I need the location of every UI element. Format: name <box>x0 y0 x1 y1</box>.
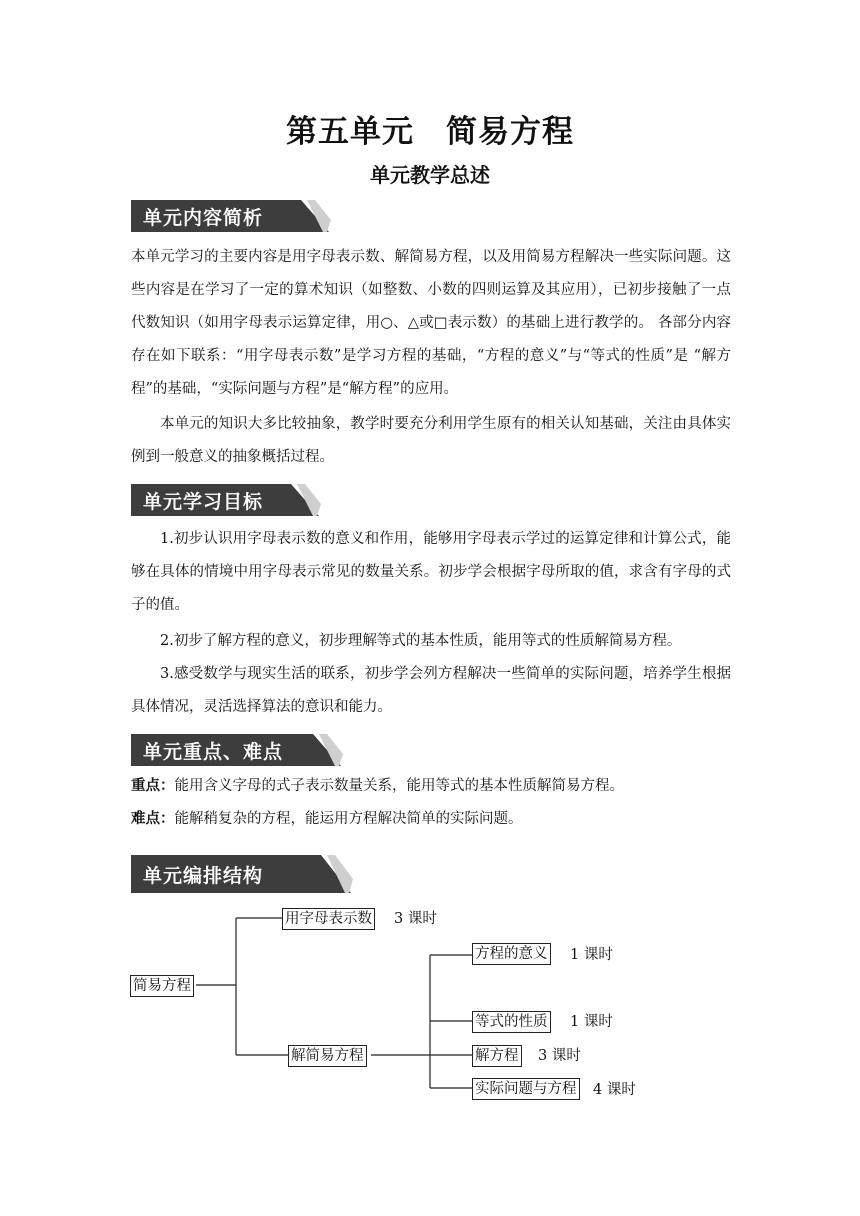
tree-leaf: 等式的性质 <box>472 1011 551 1033</box>
tree-root-node: 简易方程 <box>130 975 194 997</box>
key-text: 能用含义字母的式子表示数量关系，能用等式的基本性质解简易方程。 <box>174 778 624 794</box>
tree-node-letters: 用字母表示数 <box>282 908 375 930</box>
section-heading: 单元编排结构 <box>143 865 264 887</box>
key-label: 重点： <box>131 778 175 794</box>
goal-item: 2.初步了解方程的意义，初步理解等式的基本性质，能用等式的性质解简易方程。 <box>160 633 682 649</box>
hard-label: 难点： <box>131 811 175 827</box>
tree-leaf-hours: 4 课时 <box>593 1082 636 1098</box>
tree-node-hours: 3 课时 <box>394 911 437 927</box>
page-subtitle: 单元教学总述 <box>370 163 490 187</box>
page-title: 第五单元 简易方程 <box>286 114 574 150</box>
tree-node-solve: 解简易方程 <box>288 1045 367 1067</box>
goal-item: 3.感受数学与现实生活的联系，初步学会列方程解决一些简单的实际问题，培养学生根据具体情况，灵活选择算法的意识和能力。 <box>131 666 731 715</box>
tree-leaf-hours: 3 课时 <box>538 1048 581 1064</box>
hard-text: 能解稍复杂的方程，能运用方程解决简单的实际问题。 <box>174 811 523 827</box>
section-heading: 单元学习目标 <box>143 491 264 513</box>
section-heading: 单元重点、难点 <box>143 741 284 763</box>
goal-item: 1.初步认识用字母表示数的意义和作用，能够用字母表示学过的运算定律和计算公式，能够在具体的情境中用字母表示常见的数量关系。初步学会根据字母所取的值，求含有字母的式子的值。 <box>131 531 731 613</box>
tree-leaf-hours: 1 课时 <box>570 947 613 963</box>
tree-leaf: 方程的意义 <box>472 943 551 965</box>
content-paragraph-1: 本单元学习的主要内容是用字母表示数、解简易方程，以及用简易方程解决一些实际问题。这些内容是在学习了一定的算术知识（如整数、小数的四则运算及其应用），已初步接触了一点代数知识（如用字母表示运算定律，用○、△或□表示数）的基础上进行教学的。 各部分内容存在如下联系：“用字母表示数”是学习方程的基础，“方程的意义”与“等式的性质”是 “解方程”的基础，“实际问题与方程”是“解方程”的应用。 <box>131 249 731 397</box>
tree-leaf: 实际问题与方程 <box>472 1078 580 1100</box>
section-heading: 单元内容简析 <box>143 207 264 229</box>
tree-leaf: 解方程 <box>472 1045 522 1067</box>
content-paragraph-2: 本单元的知识大多比较抽象，教学时要充分利用学生原有的相关认知基础，关注由具体实例到一般意义的抽象概括过程。 <box>131 416 731 465</box>
tree-leaf-hours: 1 课时 <box>570 1014 613 1030</box>
